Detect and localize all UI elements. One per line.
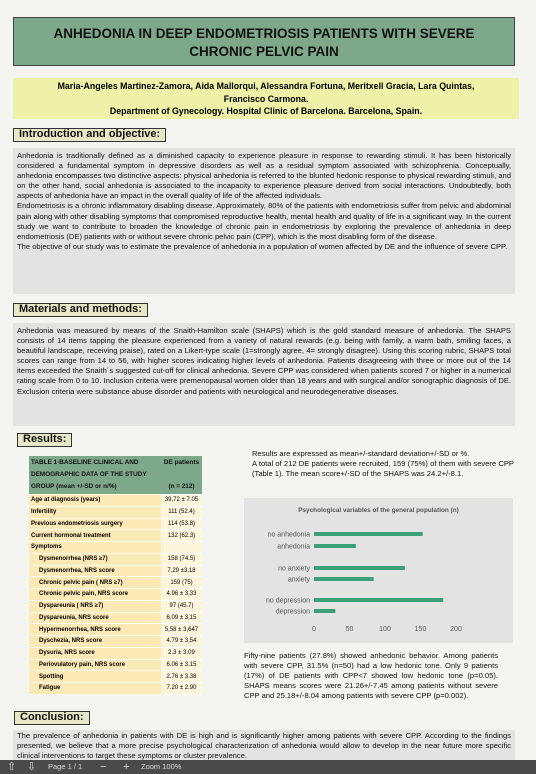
table-row: [29, 530, 202, 542]
table-row-value: 7.20 ± 2.90: [161, 683, 202, 695]
table-row-value: [161, 542, 202, 554]
table-row: [29, 518, 202, 530]
table-row-label: Symptoms: [29, 542, 161, 554]
table-row: [29, 600, 202, 612]
table-row-value: 39,72 ± 7.05: [161, 495, 202, 507]
table-row-value: 158 (74.5): [161, 553, 202, 565]
table-header-value: [161, 456, 202, 495]
chart-x-tick-label: 200: [450, 626, 462, 633]
table-row-label: Chronic pelvic pain, NRS score: [29, 589, 161, 601]
table-row: [29, 495, 202, 507]
zoom-out-button[interactable]: −: [100, 761, 107, 773]
chart-x-tick-label: 150: [414, 626, 427, 633]
results-text-1: [252, 449, 514, 479]
intro-body: [13, 148, 515, 294]
table-row-label: Dyspareunia, NRS score: [29, 612, 161, 624]
chart-bar: [314, 598, 443, 602]
table-row-value: 2.3 ± 3.09: [161, 647, 202, 659]
methods-paragraph: Anhedonia was measured by means of the Snaith-Hamilton scale (SHAPS) which is the gold standard measure of anhedonia. The SHAPS consists of 14 items tapping the pleasure experienced from a variety of natural rewards (e.g. being with family, a warm bath, smiling faces, a beautiful landscape, receiving praise), rated on a Likert-type scale (1=strongly agree, 4= strongly disagree). Using this scoring rubric, SHAPS total scores can range from 14 to 56, with higher scores indicating higher levels of anhedonia. Patients disagreeing with three or more out of the 14 items exceeded the Snaith´s suggested cut-off for clinical anhedonia. Severe CPP was considered when patients scored 7 or higher in a numerical rating scale from 0 to 10. Inclusion criteria were premenopausal women older than 18 years and with surgical and/or sonographic diagnosis of DE. Exclusion criteria were substance abuse disorder and patients with neurological and neurodegenerative diseases.: [17, 326, 511, 396]
intro-heading: Introduction and objective:: [13, 128, 166, 142]
table-row-value: 114 (53.8): [161, 518, 202, 530]
table-row-label: Fatigue: [29, 683, 161, 695]
table-header-value-line-2: (n = 212): [168, 483, 195, 490]
chart-x-tick-label: 100: [379, 626, 391, 633]
table-row-label: Chronic pelvic pain ( NRS ≥7): [29, 577, 161, 589]
methods-body: [13, 323, 515, 426]
poster-title: [13, 17, 515, 66]
table-row: [29, 647, 202, 659]
table-row-value: 7,29 ±3,18: [161, 565, 202, 577]
table-row-label: Dysmenorrhea, NRS score: [29, 565, 161, 577]
table-row: [29, 542, 202, 554]
table-row-value: 132 (62.3): [161, 530, 202, 542]
authors-line-1: Maria-Angeles Martinez-Zamora, Aida Mallorqui, Alessandra Fortuna, Meritxell Gracia, Lara Quintas,: [57, 81, 475, 91]
chart-bar: [314, 577, 374, 581]
page-indicator: Page 1 / 1: [48, 762, 83, 771]
table-row: [29, 671, 202, 683]
table-row: [29, 565, 202, 577]
intro-paragraph-1: Anhedonia is traditionally defined as a diminished capacity to experience pleasure in response to rewarding stimuli. It has been historically considered a fundamental symptom in depressive disorders as well as a residual symptom associated with schizophrenia. Conceptually, anhedonia encompasses two distinctive aspects: physical anhedonia is referred to the blunted hedonic response to physical rewarding stimuli, and on the other hand, social anhedonia is associated to the incapacity to experience pleasure derived from social interactions. Undoubtedly, both aspects of anhedonia have an impact in the overall quality of life of the affected individuals.: [17, 151, 511, 201]
table-row-value: 6.06 ± 3.15: [161, 659, 202, 671]
table-row: [29, 624, 202, 636]
table-row-label: Current hormonal treatment: [29, 530, 161, 542]
table-row-label: Hypermenorrhea, NRS score: [29, 624, 161, 636]
table-row-value: 4.96 ± 3,33: [161, 589, 202, 601]
results-paragraph-1a: Results are expressed as mean+/-standard deviation+/-SD or %.: [252, 449, 470, 458]
chart-bar: [314, 544, 356, 548]
table-row-value: 5,58 ± 3,647: [161, 624, 202, 636]
chart-x-tick-label: 50: [345, 626, 354, 633]
table-row: [29, 612, 202, 624]
table-row-label: Dyspareunia ( NRS ≥7): [29, 600, 161, 612]
results-paragraph-1b: A total of 212 DE patients were recruited, 159 (75%) of them with severe CPP (Table 1). The mean score+/-SD of the SHAPS was 24.2+/-8.1.: [252, 459, 514, 478]
table-row: [29, 577, 202, 589]
table-row-label: Age at diagnosis (years): [29, 495, 161, 507]
chart-category-label: no depression: [266, 597, 310, 605]
results-text-2: [244, 651, 498, 701]
title-line-2: CHRONIC PELVIC PAIN: [189, 44, 339, 59]
conclusion-body: [13, 730, 515, 760]
table-row-label: Periovulatory pain, NRS score: [29, 659, 161, 671]
authors-line-2: Francisco Carmona.: [223, 93, 309, 104]
chart-category-label: depression: [275, 608, 310, 616]
chart-bar: [314, 566, 405, 570]
table-header-label: TABLE 1-BASELINE CLINICAL AND DEMOGRAPHIC DATA OF THE STUDY GROUP (mean +/-SD or n/%): [29, 456, 161, 495]
chart-category-label: anhedonia: [277, 543, 310, 551]
intro-paragraph-2: Endometriosis is a chronic inflammatory disabling disease. Approximately, 80% of the patients with endometriosis suffer from pelvic and abdominal pain along with other disabling symptoms that compromised reproductive health, mental health and quality of life in a significant way. In the current study we want to contribute to broaden the knowledge of chronic pain in endometriosis by exploring the prevalence of anhedonia in deep endometriosis (DE) patients with or without severe chronic pelvic pain (CPP), which is the most disabling form of the disease.: [17, 201, 511, 241]
table-row-value: 4.79 ± 3,54: [161, 636, 202, 648]
chart-container: [244, 498, 513, 643]
chart-category-label: anxiety: [287, 576, 310, 584]
table-body: [29, 495, 202, 695]
title-line-1: ANHEDONIA IN DEEP ENDOMETRIOSIS PATIENTS WITH SEVERE: [53, 26, 475, 41]
table-row-label: Infertility: [29, 506, 161, 518]
table-row: [29, 553, 202, 565]
conclusion-heading: Conclusion:: [14, 711, 90, 725]
zoom-level: Zoom 100%: [141, 762, 182, 771]
table-row-value: 6,09 ± 3,15: [161, 612, 202, 624]
methods-heading: Materials and methods:: [13, 303, 148, 317]
chart-category-label: no anhedonia: [267, 531, 310, 539]
results-paragraph-2: Fifty-nine patients (27.8%) showed anhedonic behavior. Among patients with severe CPP, 31.5% (n=50) had a low hedonic tone. Only 9 patients (17%) of DE patients with CPP<7 showed low hedonic tone (p=0.05). SHAPS means scores were 21.26+/-7.45 among patients without severe CPP and 25.18+/-8.04 among patients with severe CPP (p=0.002).: [244, 651, 498, 700]
affiliation: Department of Gynecology. Hospital Clinic of Barcelona. Barcelona, Spain.: [109, 106, 423, 116]
table-row: [29, 506, 202, 518]
table-row: [29, 589, 202, 601]
scroll-down-icon[interactable]: ⇩: [27, 761, 37, 773]
viewer-status-bar: [0, 760, 536, 774]
scroll-up-icon[interactable]: ⇧: [7, 761, 17, 773]
chart-category-label: no anxiety: [278, 565, 310, 573]
table-row: [29, 636, 202, 648]
psychological-variables-chart: [244, 498, 513, 643]
chart-x-tick-label: 0: [312, 626, 316, 633]
table-row-label: Previous endometriosis surgery: [29, 518, 161, 530]
conclusion-paragraph: The prevalence of anhedonia in patients with DE is high and is significantly higher among patients with severe CPP. According to the findings presented, we believe that a more precise psychological characterization of anhedonia would allow to develop in the near future more specific clinical interventions to target these symptoms or cluster prevalence.: [17, 731, 511, 760]
table-row-value: 2.76 ± 3.38: [161, 671, 202, 683]
chart-bar: [314, 532, 423, 536]
table-row-value: 159 (75): [161, 577, 202, 589]
table-row-value: 111 (52.4): [161, 506, 202, 518]
table-header-value-line-1: DE patients: [163, 459, 200, 466]
chart-title: Psychological variables of the general population (n): [298, 507, 459, 514]
results-heading: Results:: [17, 433, 72, 447]
table-row-label: Dysmenorrhea (NRS ≥7): [29, 553, 161, 565]
zoom-in-button[interactable]: +: [123, 761, 130, 773]
baseline-table: [29, 456, 202, 695]
authors-block: [13, 78, 519, 119]
table-row-value: 97 (45.7): [161, 600, 202, 612]
table-row-label: Spotting: [29, 671, 161, 683]
table-row: [29, 659, 202, 671]
table-row: [29, 683, 202, 695]
table-row-label: Dyschezia, NRS score: [29, 636, 161, 648]
chart-bar: [314, 609, 335, 613]
table-row-label: Dysuria, NRS score: [29, 647, 161, 659]
intro-paragraph-3: The objective of our study was to estimate the prevalence of anhedonia in a population of women affected by DE and the influence of severe CPP.: [17, 241, 508, 251]
